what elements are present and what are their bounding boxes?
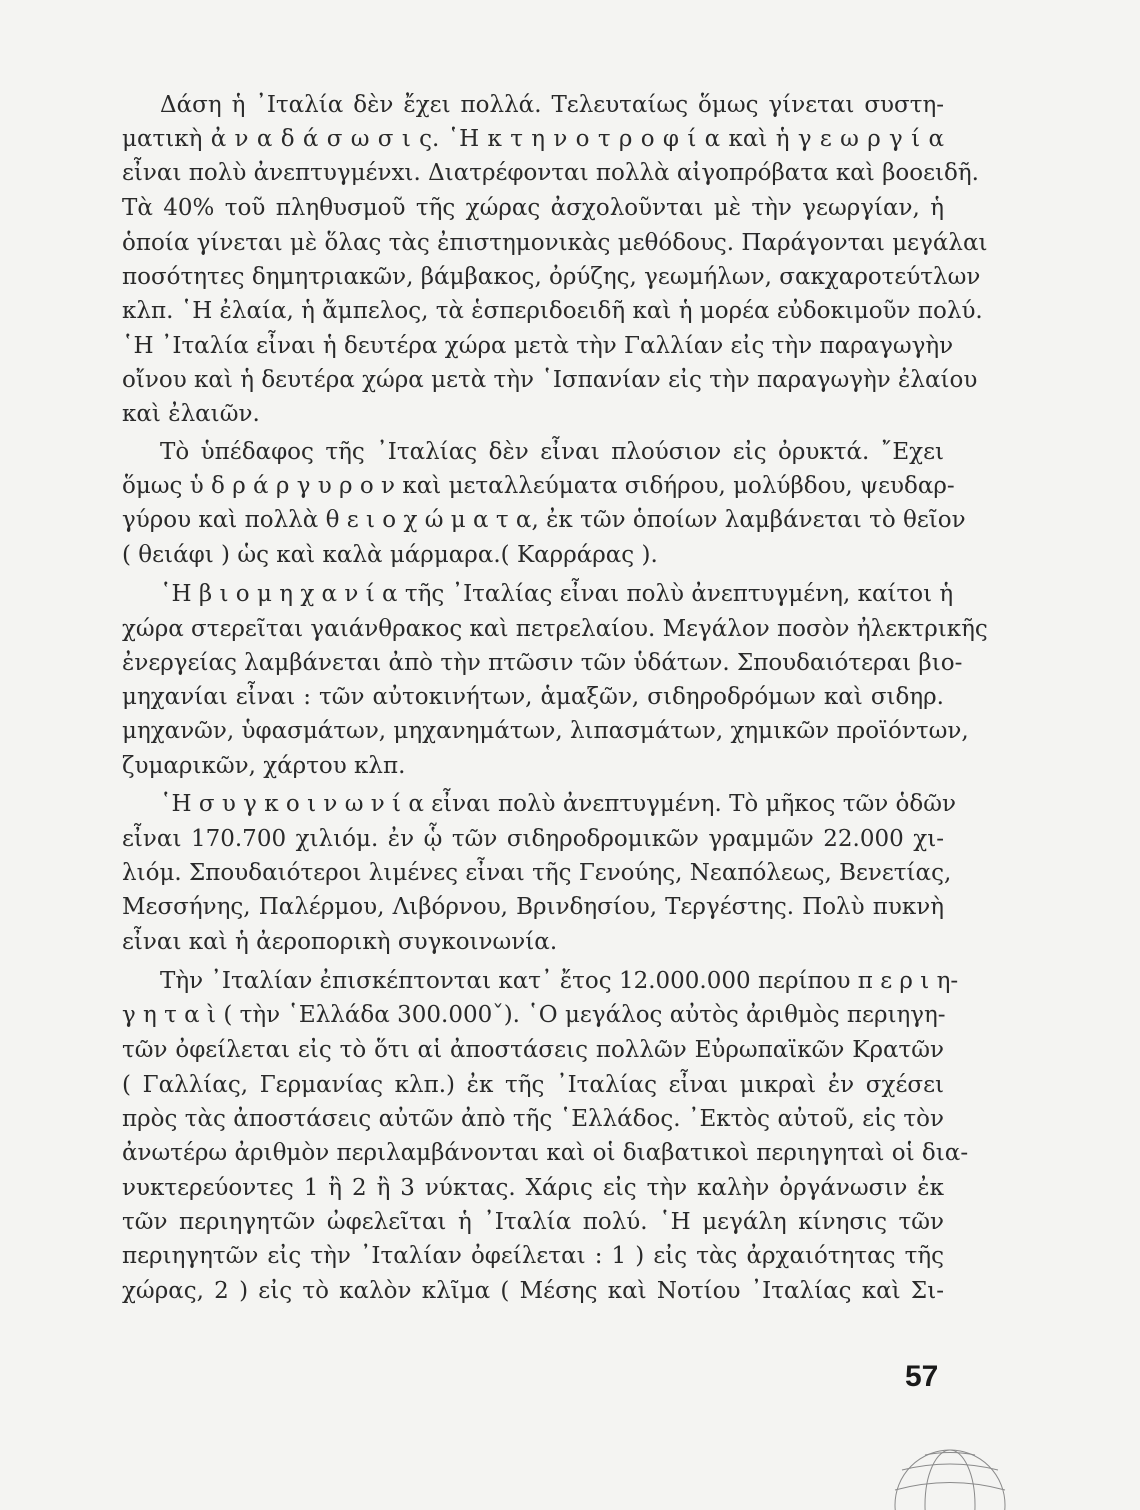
text-line: λιόμ. Σπουδαιότεροι λιμένες εἶναι τῆς Γενούης, Νεαπόλεως, Βενετίας, <box>122 860 952 886</box>
text-line: ῾Η β ι ο μ η χ α ν ί α τῆς ᾿Ιταλίας εἶναι πολὺ ἀνεπτυγμένη, καίτοι ἡ <box>160 581 954 607</box>
text-line: Τὸ ὑπέδαφος τῆς ᾿Ιταλίας δὲν εἶναι πλούσιον εἰς ὀρυκτά. ῎Εχει <box>160 439 944 465</box>
text-line: ποσότητες δημητριακῶν, βάμβακος, ὀρύζης, γεωμήλων, σακχαροτεύτλων <box>122 264 981 290</box>
text-line: ἀνωτέρω ἀριθμὸν περιλαμβάνονται καὶ οἱ διαβατικοὶ περιηγηταὶ οἱ δια- <box>122 1140 969 1166</box>
text-line: γ η τ α ὶ ( τὴν ῾Ελλάδα 300.000ˇ). ῾Ο μεγάλος αὐτὸς ἀριθμὸς περιηγη- <box>122 1002 946 1028</box>
text-line: Τὴν ᾿Ιταλίαν ἐπισκέπτονται κατ᾿ ἔτος 12.000.000 περίπου π ε ρ ι η- <box>160 968 959 994</box>
text-line: καὶ ἐλαιῶν. <box>122 401 260 427</box>
text-line: εἶναι πολὺ ἀνεπτυγμένxι. Διατρέφονται πολλὰ αἰγοπρόβατα καὶ βοοειδῆ. <box>122 160 979 186</box>
text-line: Μεσσήνης, Παλέρμου, Λιβόρνου, Βρινδησίου, Τεργέστης. Πολὺ πυκνὴ <box>122 894 944 920</box>
text-line: μηχανίαι εἶναι : τῶν αὐτοκινήτων, ἁμαξῶν, σιδηροδρόμων καὶ σιδηρ. <box>122 684 944 710</box>
text-line: Τὰ 40% τοῦ πληθυσμοῦ τῆς χώρας ἀσχολοῦνται μὲ τὴν γεωργίαν, ἡ <box>122 195 944 221</box>
globe-stamp-icon <box>880 1430 1020 1510</box>
text-line: χώρας, 2 ) εἰς τὸ καλὸν κλῖμα ( Μέσης καὶ Νοτίου ᾿Ιταλίας καὶ Σι- <box>122 1278 944 1304</box>
text-line: οἴνου καὶ ἡ δευτέρα χώρα μετὰ τὴν ῾Ισπανίαν εἰς τὴν παραγωγὴν ἐλαίου <box>122 367 978 393</box>
text-line: εἶναι καὶ ἡ ἀεροπορικὴ συγκοινωνία. <box>122 929 558 955</box>
text-line: εἶναι 170.700 χιλιόμ. ἐν ᾧ τῶν σιδηροδρομικῶν γραμμῶν 22.000 χι- <box>122 826 944 852</box>
text-line: ῾Η σ υ γ κ ο ι ν ω ν ί α εἶναι πολὺ ἀνεπτυγμένη. Τὸ μῆκος τῶν ὁδῶν <box>160 791 956 817</box>
text-line: κλπ. ῾Η ἐλαία, ἡ ἄμπελος, τὰ ἑσπεριδοειδῆ καὶ ἡ μορέα εὐδοκιμοῦν πολύ. <box>122 298 983 324</box>
text-line: νυκτερεύοντες 1 ἢ 2 ἢ 3 νύκτας. Χάρις εἰς τὴν καλὴν ὀργάνωσιν ἐκ <box>122 1175 944 1201</box>
text-line: τῶν περιηγητῶν ὠφελεῖται ἡ ᾿Ιταλία πολύ. ῾Η μεγάλη κίνησις τῶν <box>122 1209 944 1235</box>
text-line: τῶν ὀφείλεται εἰς τὸ ὅτι αἱ ἀποστάσεις πολλῶν Εὐρωπαϊκῶν Κρατῶν <box>122 1037 944 1063</box>
text-line: ὁποία γίνεται μὲ ὅλας τὰς ἐπιστημονικὰς μεθόδους. Παράγονται μεγάλαι <box>122 230 988 256</box>
text-line: ( θειάφι ) ὡς καὶ καλὰ μάρμαρα.( Καρράρας ). <box>122 542 658 568</box>
text-line: ζυμαρικῶν, χάρτου κλπ. <box>122 753 406 779</box>
text-line: ( Γαλλίας, Γερμανίας κλπ.) ἐκ τῆς ᾿Ιταλίας εἶναι μικραὶ ἐν σχέσει <box>122 1072 944 1098</box>
page-number: 57 <box>905 1360 939 1393</box>
text-line: ἐνεργείας λαμβάνεται ἀπὸ τὴν πτῶσιν τῶν ὑδάτων. Σπουδαιότεραι βιο- <box>122 650 963 676</box>
text-line: πρὸς τὰς ἀποστάσεις αὐτῶν ἀπὸ τῆς ῾Ελλάδος. ᾿Εκτὸς αὐτοῦ, εἰς τὸν <box>122 1106 944 1132</box>
text-line: ῾Η ᾿Ιταλία εἶναι ἡ δευτέρα χώρα μετὰ τὴν Γαλλίαν εἰς τὴν παραγωγὴν <box>122 333 954 359</box>
text-line: ὅμως ὑ δ ρ ά ρ γ υ ρ ο ν καὶ μεταλλεύματα σιδήρου, μολύβδου, ψευδαρ- <box>122 473 955 499</box>
text-line: Δάση ἡ ᾿Ιταλία δὲν ἔχει πολλά. Τελευταίως ὅμως γίνεται συστη- <box>160 92 944 118</box>
text-line: μηχανῶν, ὑφασμάτων, μηχανημάτων, λιπασμάτων, χημικῶν προϊόντων, <box>122 718 969 744</box>
text-line: γύρου καὶ πολλὰ θ ε ι ο χ ώ μ α τ α, ἐκ τῶν ὁποίων λαμβάνεται τὸ θεῖον <box>122 507 966 533</box>
text-line: ματικὴ ἀ ν α δ ά σ ω σ ι ς. ῾Η κ τ η ν ο τ ρ ο φ ί α καὶ ἡ γ ε ω ρ γ ί α <box>122 126 944 152</box>
text-line: χώρα στερεῖται γαιάνθρακος καὶ πετρελαίου. Μεγάλον ποσὸν ἠλεκτρικῆς <box>122 616 988 642</box>
text-line: περιηγητῶν εἰς τὴν ᾿Ιταλίαν ὀφείλεται : 1 ) εἰς τὰς ἀρχαιότητας τῆς <box>122 1243 944 1269</box>
